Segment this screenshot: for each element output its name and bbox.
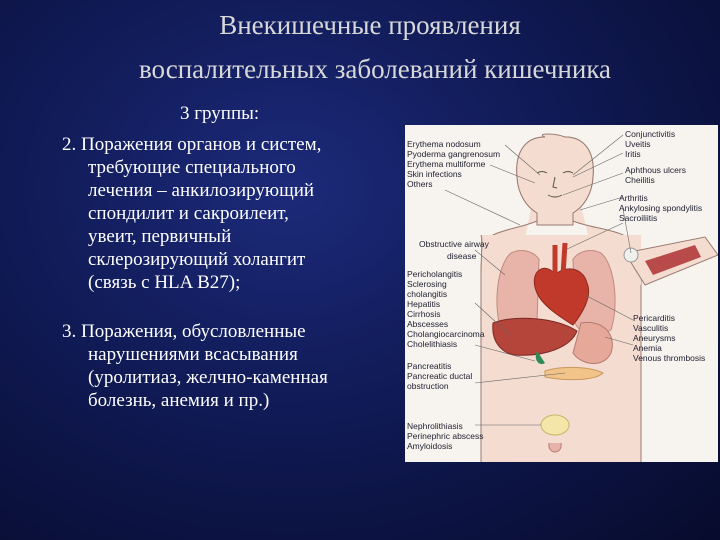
group-2-line: увеит, первичный [88, 226, 232, 247]
diagram-label: Pyoderma gangrenosum [407, 149, 501, 159]
diagram-label: disease [447, 251, 477, 261]
diagram-label: Uveitis [625, 139, 651, 149]
diagram-label: Amyloidosis [407, 441, 453, 451]
diagram-label: Cholangiocarcinoma [407, 329, 485, 339]
diagram-label: obstruction [407, 381, 449, 391]
group-2-line: 2. Поражения органов и систем, [62, 134, 322, 155]
diagram-label: Anemia [633, 343, 662, 353]
diagram-label: Conjunctivitis [625, 129, 676, 139]
diagram-label: Venous thrombosis [633, 353, 706, 363]
diagram-label: Ankylosing spondylitis [619, 203, 703, 213]
diagram-label: Pancreatitis [407, 361, 452, 371]
diagram-label: Abscesses [407, 319, 449, 329]
diagram-label: Erythema nodosum [407, 139, 481, 149]
diagram-label: Aneurysms [633, 333, 676, 343]
group-3-line: болезнь, анемия и пр.) [88, 390, 270, 411]
diagram-label: Hepatitis [407, 299, 441, 309]
diagram-label: Others [407, 179, 433, 189]
diagram-label: Erythema multiforme [407, 159, 486, 169]
diagram-label: Vasculitis [633, 323, 669, 333]
diagram-label: Nephrolithiasis [407, 421, 463, 431]
diagram-label: Cholelithiasis [407, 339, 458, 349]
group-3-line: 3. Поражения, обусловленные [62, 321, 306, 342]
group-2-line: спондилит и сакроилеит, [88, 203, 289, 224]
diagram-label: Pancreatic ductal [407, 371, 473, 381]
diagram-label: Cirrhosis [407, 309, 441, 319]
diagram-label: Obstructive airway [419, 239, 489, 249]
group-2-line: (связь с HLA B27); [88, 272, 241, 293]
diagram-label: Aphthous ulcers [625, 165, 686, 175]
group-2-line: требующие специального [88, 157, 296, 178]
group-3-text [62, 320, 402, 412]
group-2-text [62, 133, 402, 294]
diagram-label: Skin infections [407, 169, 462, 179]
diagram-label: Arthritis [619, 193, 648, 203]
anatomy-diagram [405, 125, 718, 462]
group-3-line: нарушениями всасывания [88, 344, 298, 365]
groups-heading: 3 группы: [180, 103, 260, 124]
diagram-label: Pericholangitis [407, 269, 463, 279]
diagram-label: Perinephric abscess [407, 431, 484, 441]
diagram-label: Pericarditis [633, 313, 676, 323]
group-2-line: склерозирующий холангит [88, 249, 306, 270]
slide-title-line2: воспалительных заболеваний кишечника [138, 54, 612, 84]
group-3-line: (уролитиаз, желчно-каменная [88, 367, 328, 388]
group-2-line: лечения – анкилозирующий [88, 180, 315, 201]
diagram-label: Iritis [625, 149, 641, 159]
diagram-label: cholangitis [407, 289, 448, 299]
slide-title-line1: Внекишечные проявления [219, 10, 521, 40]
diagram-label: Sacroiliitis [619, 213, 658, 223]
diagram-label: Sclerosing [407, 279, 447, 289]
diagram-label: Cheilitis [625, 175, 655, 185]
